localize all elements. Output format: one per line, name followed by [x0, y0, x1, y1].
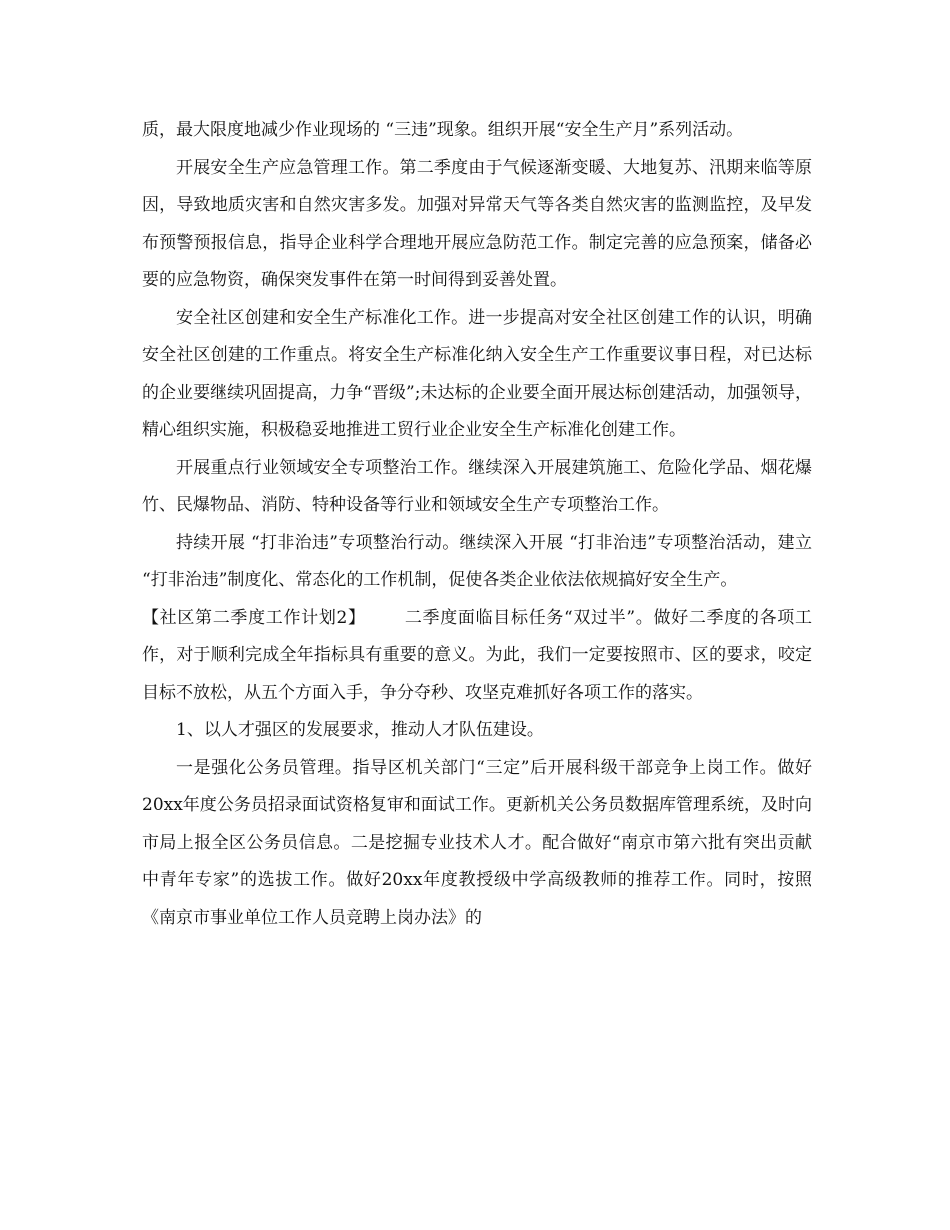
paragraph-4-text: 开展重点行业领域安全专项整治工作。继续深入开展建筑施工、危险化学品、烟花爆竹、民爆物品、消防、特种设备等行业和领域安全生产专项整治工作。 [142, 457, 812, 515]
paragraph-3 [142, 300, 812, 450]
paragraph-2-text: 开展安全生产应急管理工作。第二季度由于气候逐渐变暖、大地复苏、汛期来临等原因，导致地质灾害和自然灾害多发。加强对异常天气等各类自然灾害的监测监控，及早发布预警预报信息，指导企业科学合理地开展应急防范工作。制定完善的应急预案，储备必要的应急物资，确保突发事件在第一时间得到妥善处置。 [142, 157, 812, 290]
section-heading: 【社区第二季度工作计划2】 [142, 607, 366, 628]
paragraph-2 [142, 150, 812, 300]
paragraph-8 [142, 750, 812, 938]
paragraph-6-text: 二季度面临目标任务“双过半”。做好二季度的各项工作，对于顺利完成全年指标具有重要的意义。为此，我们一定要按照市、区的要求，咬定目标不放松，从五个方面入手，争分夺秒、攻坚克难抓好各项工作的落实。 [142, 607, 812, 703]
paragraph-1 [142, 112, 812, 150]
paragraph-1-text: 质，最大限度地减少作业现场的 “三违”现象。组织开展“安全生产月”系列活动。 [142, 120, 744, 140]
document-body [142, 112, 812, 937]
paragraph-3-text: 安全社区创建和安全生产标准化工作。进一步提高对安全社区创建工作的认识，明确安全社区创建的工作重点。将安全生产标准化纳入安全生产工作重要议事日程，对已达标的企业要继续巩固提高，力争“晋级”;未达标的企业要全面开展达标创建活动，加强领导，精心组织实施，积极稳妥地推进工贸行业企业安全生产标准化创建工作。 [142, 307, 812, 440]
paragraph-4 [142, 450, 812, 525]
paragraph-5-text: 持续开展 “打非治违”专项整治行动。继续深入开展 “打非治违”专项整治活动，建立 “打非治违”制度化、常态化的工作机制，促使各类企业依法依规搞好安全生产。 [142, 532, 812, 590]
paragraph-7 [142, 712, 812, 750]
paragraph-8-text: 一是强化公务员管理。指导区机关部门“三定”后开展科级干部竞争上岗工作。做好20xx年度公务员招录面试资格复审和面试工作。更新机关公务员数据库管理系统，及时向市局上报全区公务员信息。二是挖掘专业技术人才。配合做好“南京市第六批有突出贡献中青年专家”的选拔工作。做好20xx年度教授级中学高级教师的推荐工作。同时，按照《南京市事业单位工作人员竞聘上岗办法》的 [142, 757, 812, 928]
paragraph-6 [142, 600, 812, 713]
paragraph-5 [142, 525, 812, 600]
paragraph-7-text: 1、以人才强区的发展要求，推动人才队伍建设。 [176, 720, 544, 740]
